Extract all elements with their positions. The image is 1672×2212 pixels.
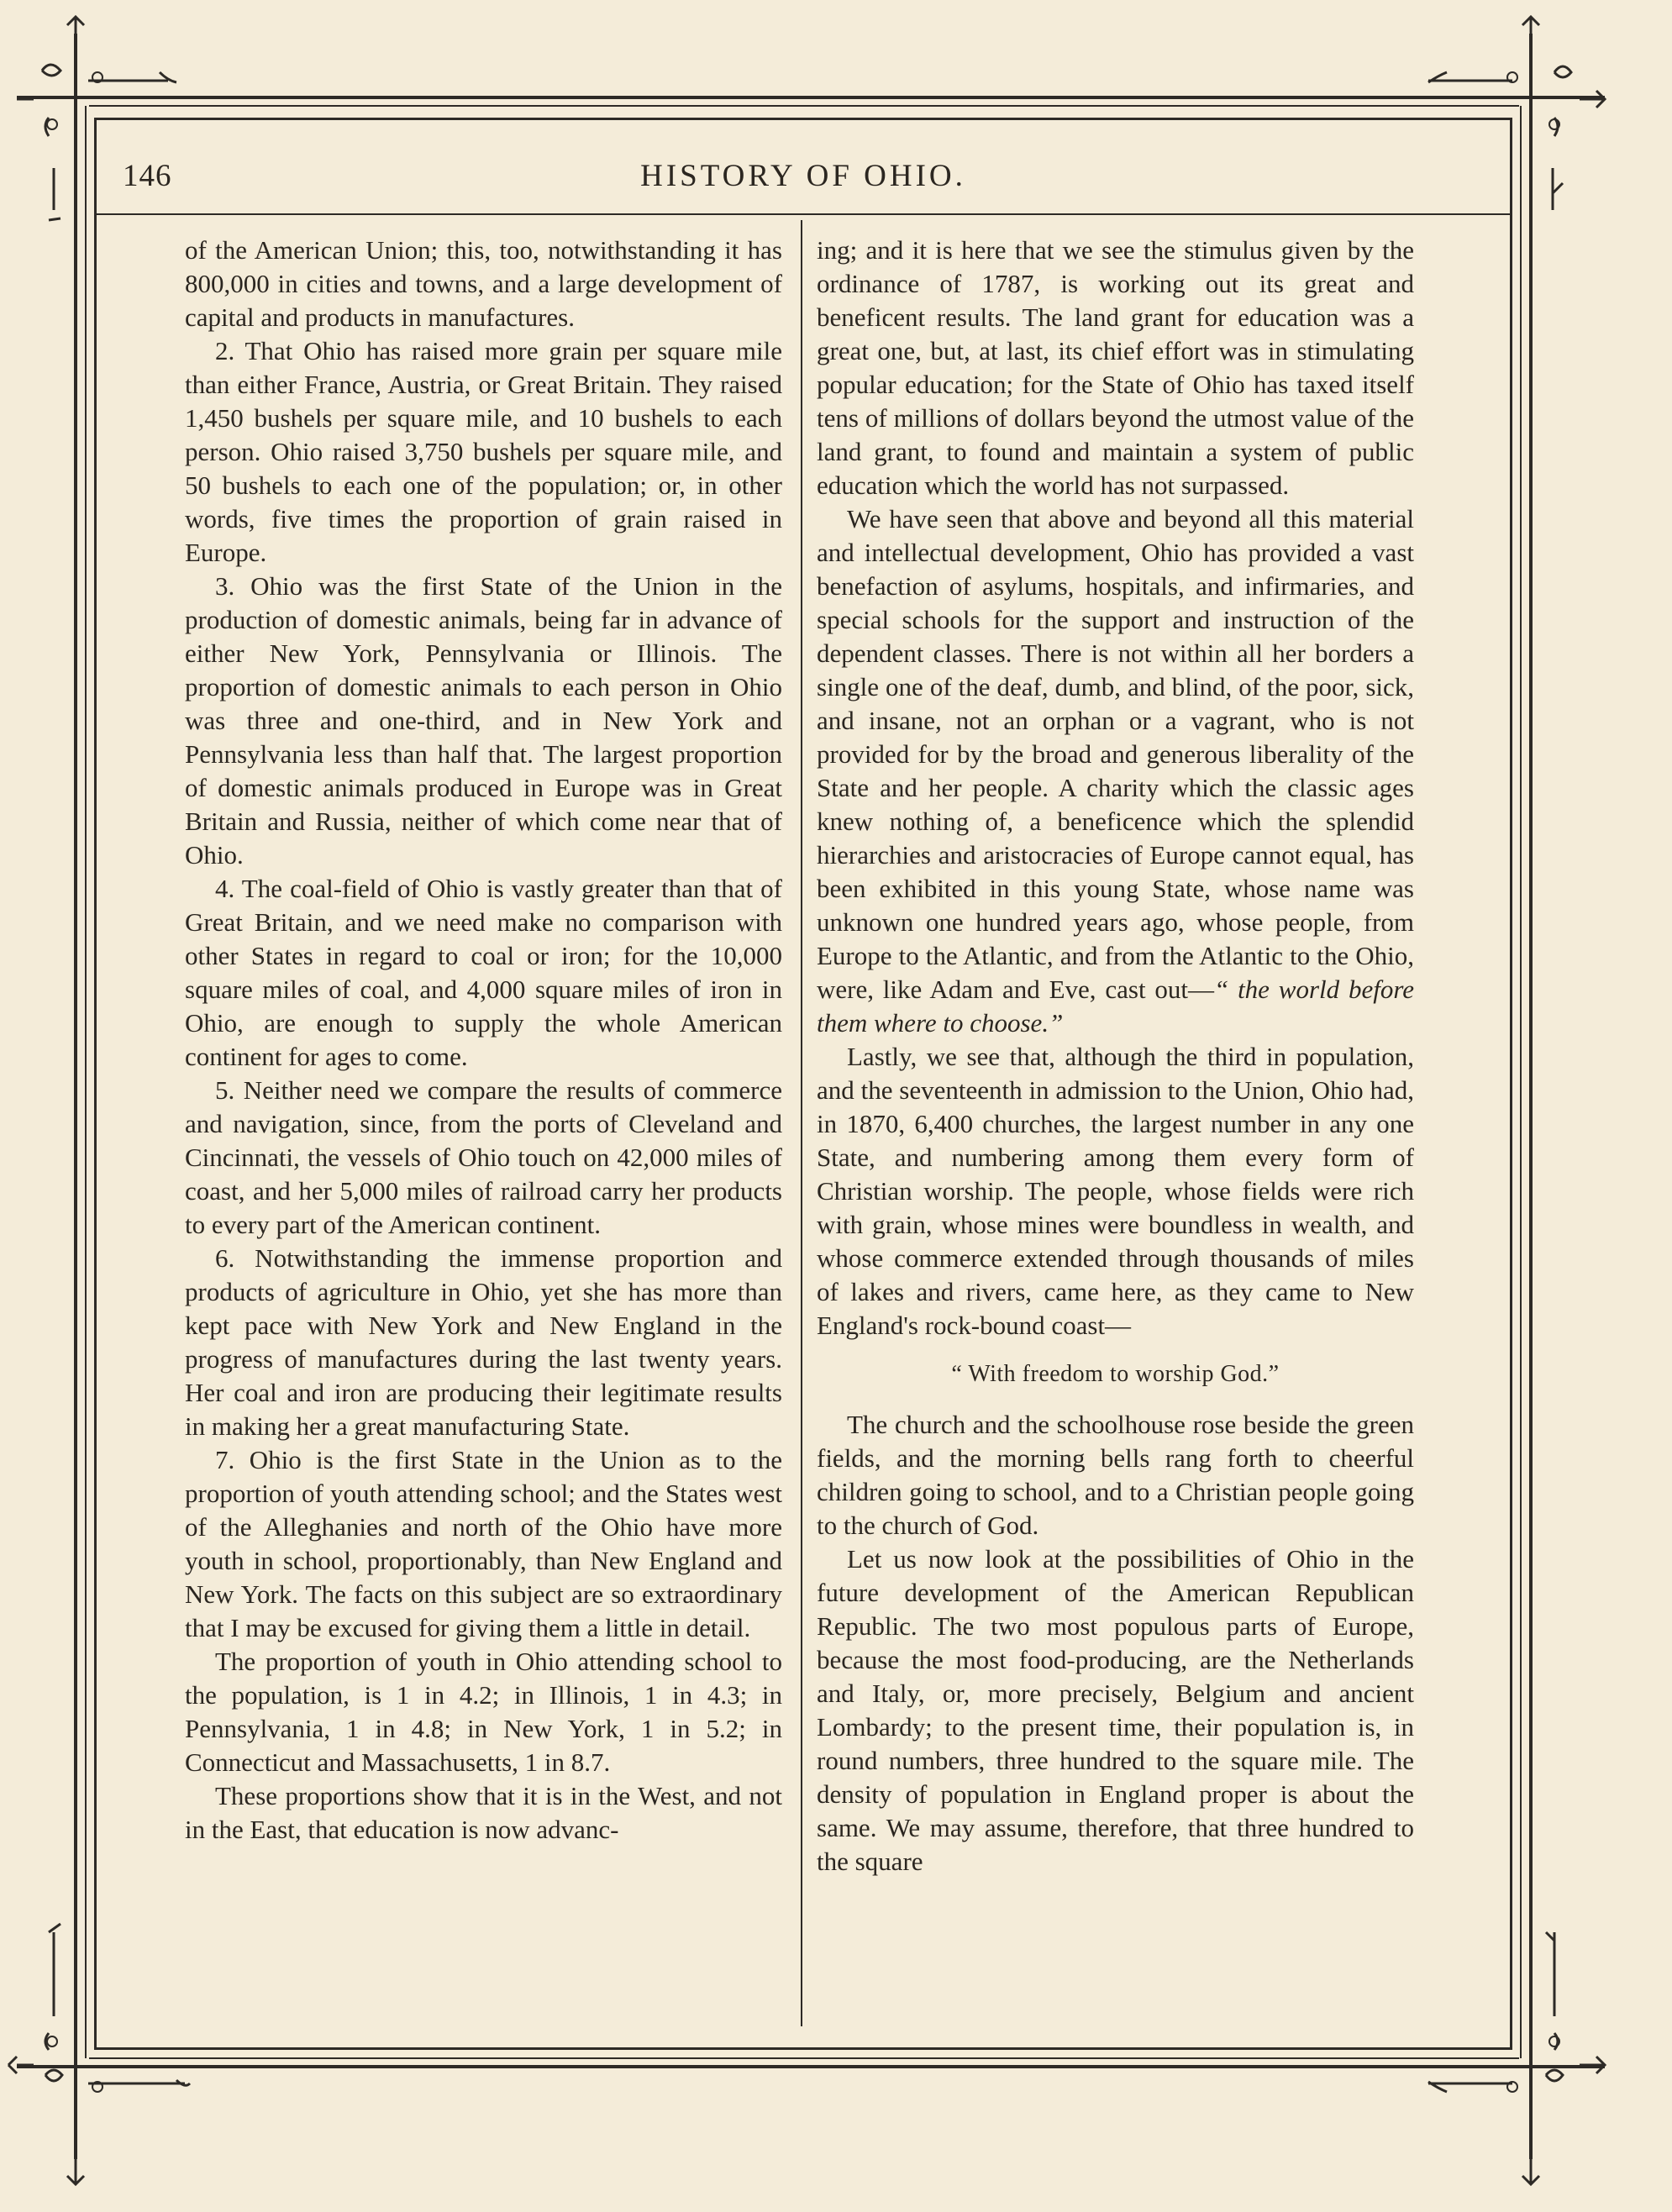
top-right-flourish bbox=[1428, 72, 1512, 82]
right-column bbox=[817, 234, 1414, 2023]
paragraph: These proportions show that it is in the West, and not in the East, that education is now advanc- bbox=[185, 1781, 782, 1844]
page-number: 146 bbox=[123, 159, 172, 193]
paragraph bbox=[817, 502, 1414, 1040]
bottom-left-flourish bbox=[88, 2080, 190, 2085]
paragraph: 3. Ohio was the first State of the Union in the production of domestic animals, being far in advance of either New York, Pennsylvania or Illinois. The proportion of domestic animals to each person in Ohio was three and one-third, and in New York and Pennsylvania less than half that. The largest proportion of domestic animals produced in Europe was in Great Britain and Russia, neither of which come near that of Ohio. bbox=[185, 571, 782, 870]
verse-quotation: “ With freedom to worship God.” bbox=[951, 1361, 1280, 1387]
paragraph: The proportion of youth in Ohio attending school to the population, is 1 in 4.2; in Illinois, 1 in 4.3; in Pennsylvania, 1 in 4.8; in New York, 1 in 5.2; in Connecticut and Massachusetts, 1 in 8.7. bbox=[185, 1647, 782, 1777]
page-header bbox=[94, 158, 1512, 208]
column-divider bbox=[801, 220, 802, 2026]
paragraph: ing; and it is here that we see the stimulus given by the ordinance of 1787, is working out its great and beneficent results. The land grant for education was a great one, but, at last, its chief effort was in stimulating popular education; for the State of Ohio has taxed itself tens of millions of dollars beyond the utmost value of the land grant, to found and maintain a system of public education which the world has not surpassed. bbox=[817, 235, 1414, 500]
quotation: “ the world before them where to choose.” bbox=[817, 975, 1414, 1038]
paragraph: 6. Notwithstanding the immense proportion and products of agriculture in Ohio, yet she has more than kept pace with New York and New England in the progress of manufactures during the last twenty years. Her coal and iron are producing their legitimate results in making her a great manufacturing State. bbox=[185, 1243, 782, 1441]
paragraph: The church and the schoolhouse rose beside the green fields, and the morning bells rang forth to cheerful children going to school, and to a Christian people going to the church of God. bbox=[817, 1410, 1414, 1540]
paragraph-text: We have seen that above and beyond all this material and intellectual development, Ohio has provided a vast benefaction of asylums, hospitals, and infirmaries, and special schools for the support and instruction of the dependent classes. There is not within all her borders a single one of the deaf, dumb, and blind, of the poor, sick, and insane, not an orphan or a vagrant, who is not provided for by the broad and generous liberality of the State and her people. A charity which the classic ages knew nothing of, a beneficence which the splendid hierarchies and aristocracies of Europe cannot equal, has been exhibited in this young State, whose name was unknown one hundred years ago, whose people, from Europe to the Atlantic, and from the Atlantic to the Ohio, were, like Adam and Eve, cast out— bbox=[817, 504, 1414, 1004]
header-rule bbox=[94, 213, 1512, 215]
paragraph: Lastly, we see that, although the third in population, and the seventeenth in admission to the Union, Ohio had, in 1870, 6,400 churches, the largest number in any one State, and numbering among them every form of Christian worship. The people, whose fields were rich with grain, whose mines were boundless in wealth, and whose commerce extended through thousands of miles of lakes and rivers, came here, as they came to New England's rock-bound coast— bbox=[817, 1042, 1414, 1340]
paragraph: 7. Ohio is the first State in the Union as to the proportion of youth attending school; and the States west of the Alleghanies and north of the Ohio have more youth in school, proportionably, than New England and New York. The facts on this subject are so extraordinary that I may be excused for giving them a little in detail. bbox=[185, 1445, 782, 1642]
paragraph: Let us now look at the possibilities of Ohio in the future development of the American Republican Republic. The two most populous parts of Europe, because the most food-producing, are the Netherlands and Italy, or, more precisely, Belgium and ancient Lombardy; to the present time, their population is, in round numbers, three hundred to the square mile. The density of population in England proper is about the same. We may assume, therefore, that three hundred to the square bbox=[817, 1544, 1414, 1876]
left-column bbox=[185, 234, 782, 2023]
paragraph: 5. Neither need we compare the results of commerce and navigation, since, from the ports of Cleveland and Cincinnati, the vessels of Ohio touch on 42,000 miles of coast, and her 5,000 miles of railroad carry her products to every part of the American continent. bbox=[185, 1075, 782, 1239]
paragraph: of the American Union; this, too, notwithstanding it has 800,000 in cities and towns, and a large development of capital and products in manufactures. bbox=[185, 235, 782, 332]
paragraph: 4. The coal-field of Ohio is vastly greater than that of Great Britain, and we need make no comparison with other States in regard to coal or iron; for the 10,000 square miles of coal, and 4,000 square miles of iron in Ohio, are enough to supply the whole American continent for ages to come. bbox=[185, 874, 782, 1071]
bottom-right-flourish bbox=[1428, 2082, 1512, 2092]
running-title: HISTORY OF OHIO. bbox=[640, 159, 966, 193]
paragraph: 2. That Ohio has raised more grain per square mile than either France, Austria, or Great Britain. They raised 1,450 bushels per square mile, and 10 bushels to each person. Ohio raised 3,750 bushels per square mile, and 50 bushels to each one of the population; or, in other words, five times the proportion of grain raised in Europe. bbox=[185, 336, 782, 567]
